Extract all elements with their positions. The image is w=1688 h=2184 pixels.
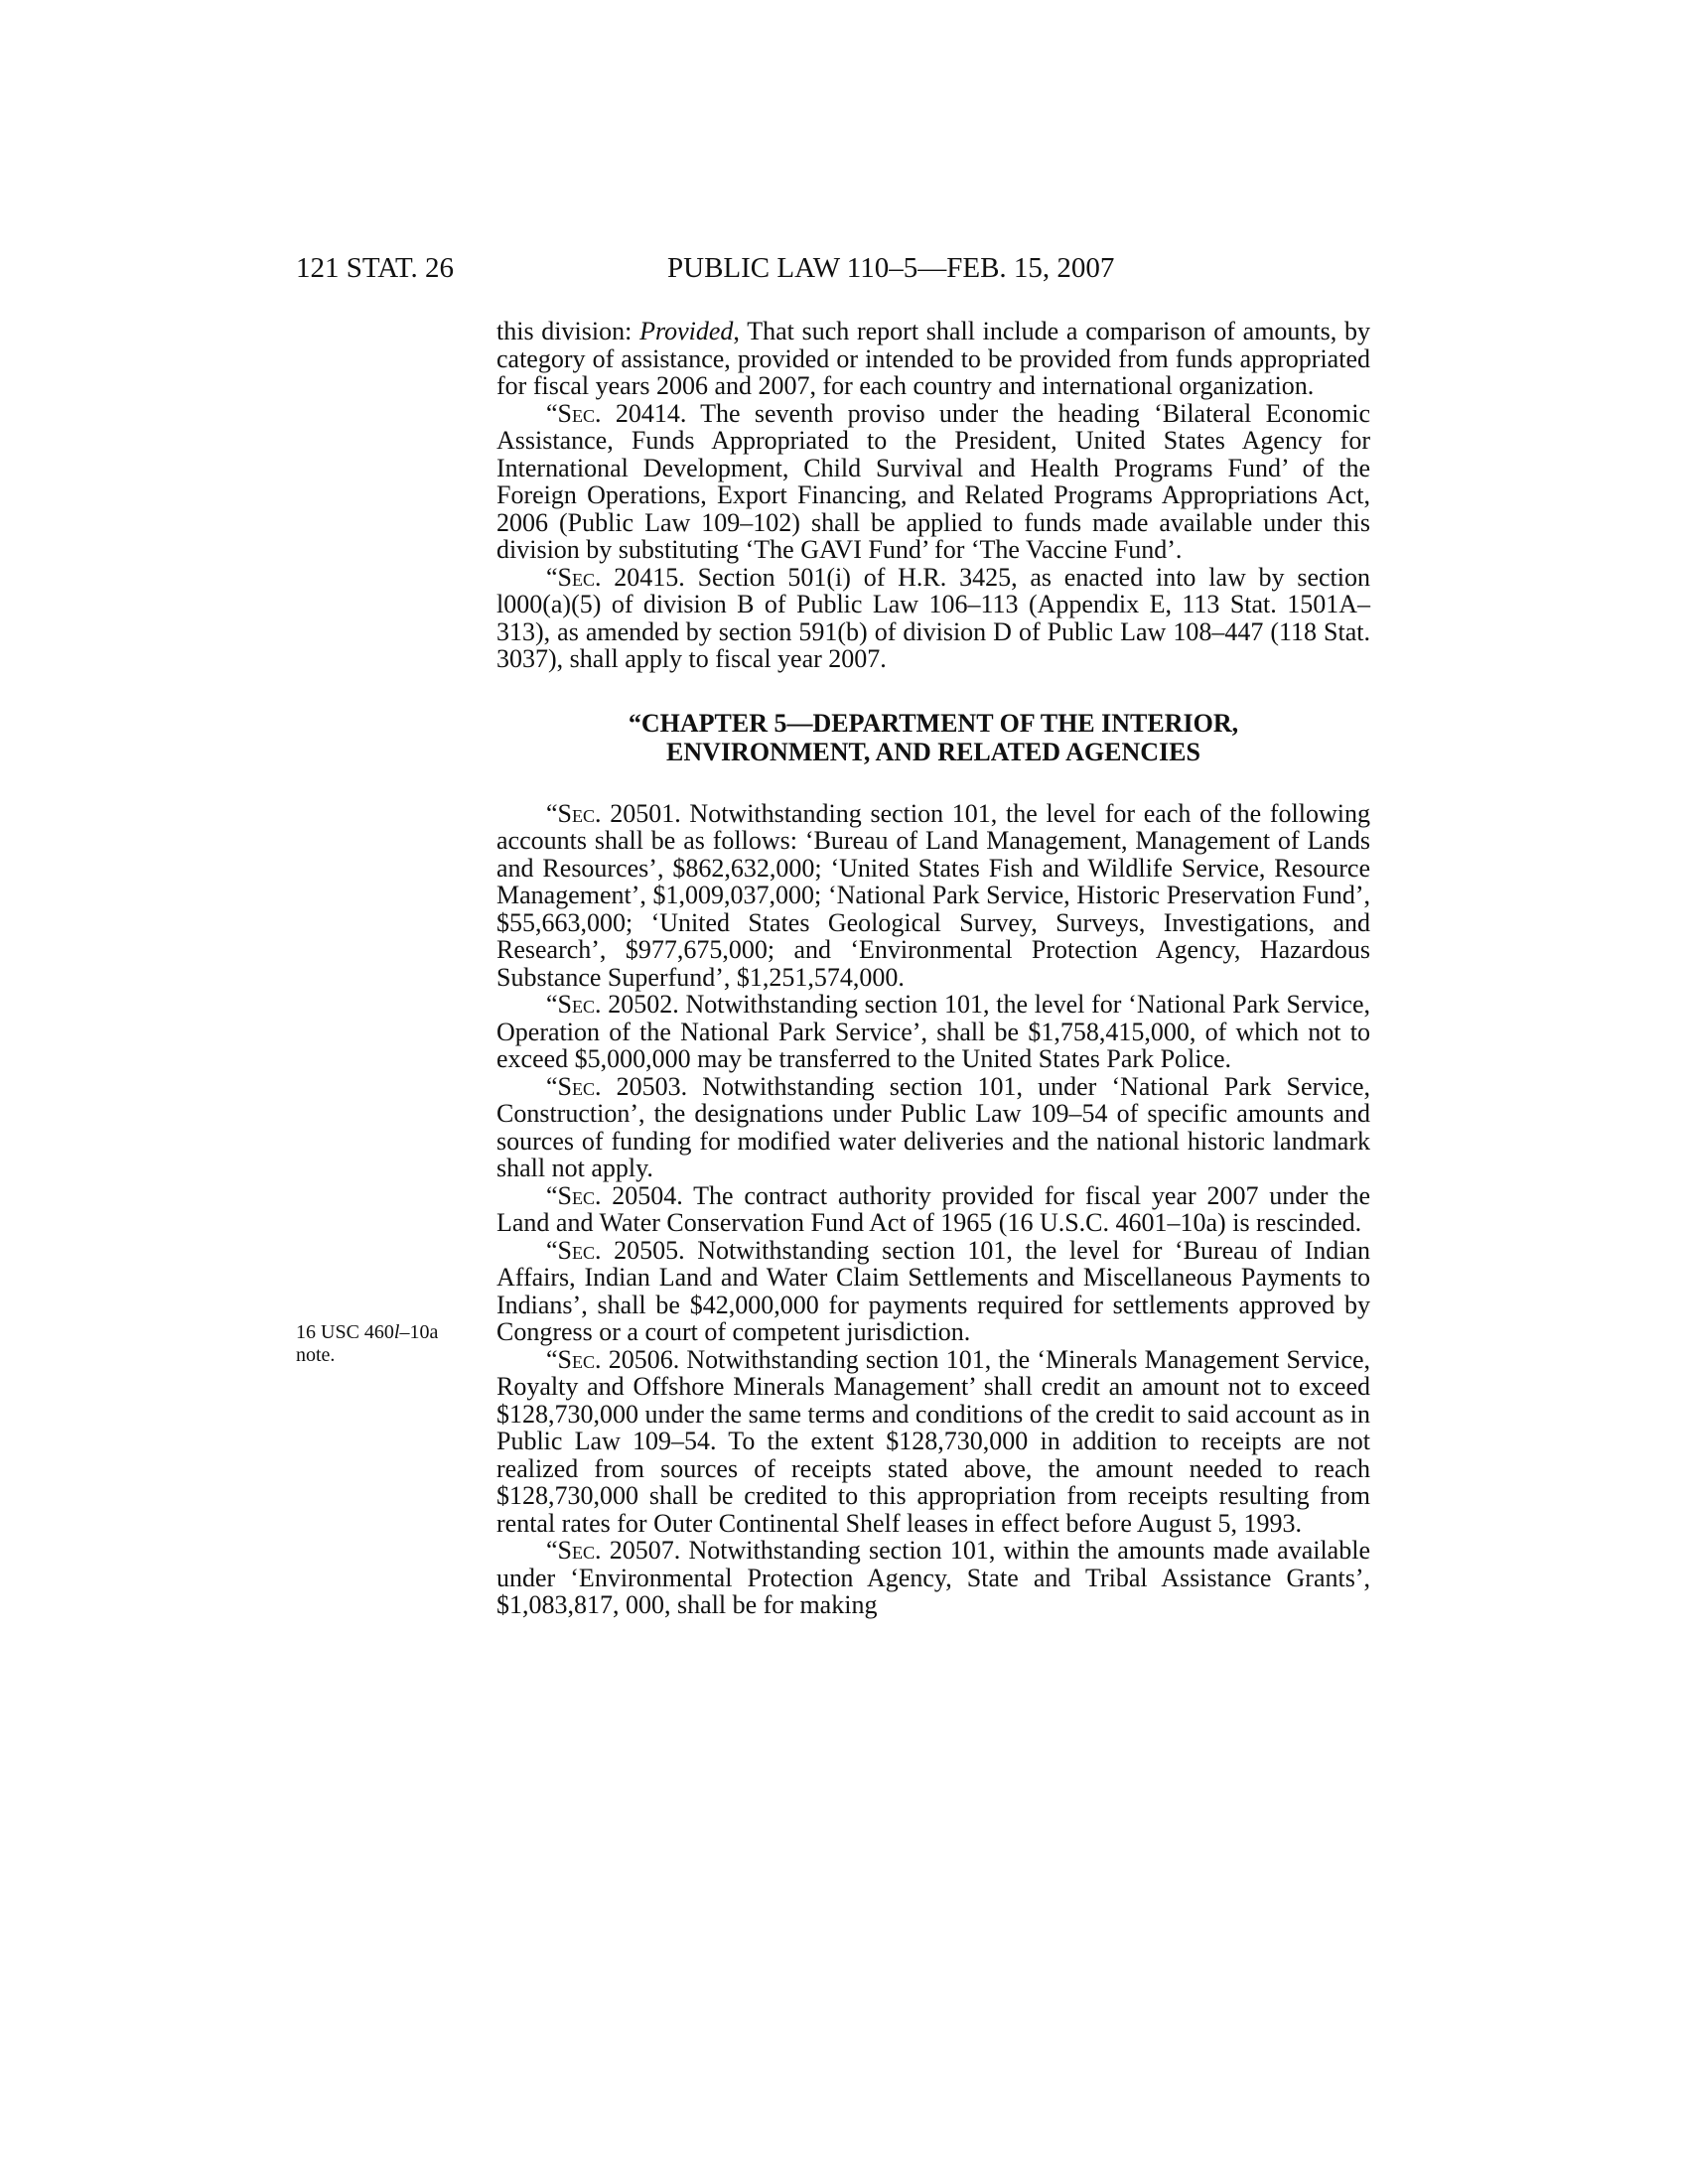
section-20507: “Sec. 20507. Notwithstanding section 101, within the amounts made available under ‘Environmental Protection Agency, State and Tribal Assistance Grants’, $1,083,817, 000, shall be for making [496,1536,1370,1619]
public-law-title: PUBLIC LAW 110–5—FEB. 15, 2007 [667,252,1115,284]
statute-page-number: 121 STAT. 26 [296,252,455,284]
chapter-heading-line-2: ENVIRONMENT, AND RELATED AGENCIES [666,737,1200,766]
continuation-paragraph: this division: Provided, That such report shall include a comparison of amounts, by category of assistance, provided or intended to be provided from funds appropriated for fiscal years 2006 and 2007, for each country and international organization. [496,317,1371,400]
section-20501: “Sec. 20501. Notwithstanding section 101, the level for each of the following accounts shall be as follows: ‘Bureau of Land Management, Management of Lands and Resources’, $862,632,000; ‘United States Fish and Wildlife Service, Resource Management’, $1,009,037,000; ‘National Park Service, Historic Preservation Fund’, $55,663,000; ‘United States Geological Survey, Surveys, Investigations, and Research’, $977,675,000; and ‘Environmental Protection Agency, Hazardous Substance Superfund’, $1,251,574,000. [496,798,1370,992]
margin-note [296,1321,485,1367]
section-20503: “Sec. 20503. Notwithstanding section 101, under ‘National Park Service, Construction’, the designations under Public Law 109–54 of specific amounts and sources of funding for modified water deliveries and the national historic landmark shall not apply. [496,1071,1370,1182]
section-20505: “Sec. 20505. Notwithstanding section 101, the level for ‘Bureau of Indian Affairs, Indian Land and Water Claim Settlements and Miscellaneous Payments to Indians’, shall be $42,000,000 for payments required for settlements approved by Congress or a court of competent jurisdiction. [496,1235,1370,1346]
chapter-heading [496,709,1370,766]
section-20414: “Sec. 20414. The seventh proviso under the heading ‘Bilateral Economic Assistance, Funds Appropriated to the President, United States Agency for International Development, Child Survival and Health Programs Fund’ of the Foreign Operations, Export Financing, and Related Programs Appropriations Act, 2006 (Public Law 109–102) shall be applied to funds made available under this division by substituting ‘The GAVI Fund’ for ‘The Vaccine Fund’. [496,398,1370,564]
margin-citation: 16 USC 460l–10a [296,1321,439,1343]
page-header [296,248,1370,288]
section-20506: “Sec. 20506. Notwithstanding section 101, the ‘Minerals Management Service, Royalty and Offshore Minerals Management’ shall credit an amount not to exceed $128,730,000 under the same terms and conditions of the credit to said account as in Public Law 109–54. To the extent $128,730,000 in addition to receipts are not realized from sources of receipts stated above, the amount needed to reach $128,730,000 shall be credited to this appropriation from receipts resulting from rental rates for Outer Continental Shelf leases in effect before August 5, 1993. [496,1344,1370,1538]
section-20504: “Sec. 20504. The contract authority provided for fiscal year 2007 under the Land and Water Conservation Fund Act of 1965 (16 U.S.C. 4601–10a) is rescinded. [496,1180,1370,1237]
chapter-heading-line-1: “CHAPTER 5—DEPARTMENT OF THE INTERIOR, [628,708,1239,738]
section-20415: “Sec. 20415. Section 501(i) of H.R. 3425, as enacted into law by section l000(a)(5) of division B of Public Law 106–113 (Appendix E, 113 Stat. 1501A–313), as amended by section 591(b) of division D of Public Law 108–447 (118 Stat. 3037), shall apply to fiscal year 2007. [496,562,1370,673]
section-20502: “Sec. 20502. Notwithstanding section 101, the level for ‘National Park Service, Operation of the National Park Service’, shall be $1,758,415,000, of which not to exceed $5,000,000 may be transferred to the United States Park Police. [496,990,1370,1073]
margin-note-label: note. [296,1344,336,1366]
body-text [496,318,1370,1619]
